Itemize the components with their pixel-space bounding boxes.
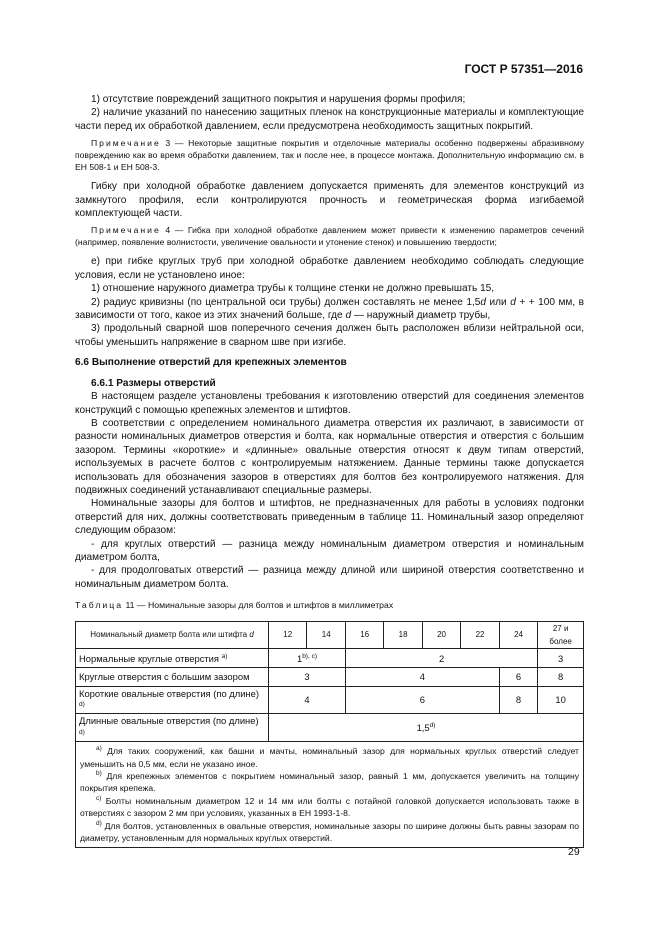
- table-header-row: [76, 621, 584, 649]
- footnote-ref: d): [79, 728, 85, 736]
- header-cell: 20: [422, 621, 460, 649]
- header-cell: [76, 621, 269, 649]
- subsection-heading: 6.6.1 Размеры отверстий: [91, 377, 216, 389]
- footnote: [80, 820, 579, 845]
- list-item: 1) отношение наружного диаметра трубы к толщине стенки не должно превышать 15,: [91, 283, 495, 295]
- note-label: Примечание: [91, 138, 161, 149]
- list-item: 2) наличие указаний по нанесению защитных пленок на конструкционные материалы и комплектующие части перед их обработкой давлением, если предусмотрена необходимость защитных покрытий.: [75, 107, 584, 132]
- footnote: [80, 745, 579, 770]
- table-cell: 10: [538, 686, 584, 714]
- table-cell: 3: [538, 649, 584, 668]
- table-cell: 4: [345, 668, 499, 687]
- paragraph: В настоящем разделе установлены требования к изготовлению отверстий для соединения элементов конструкций с помощью крепежных элементов и штифтов.: [75, 391, 584, 416]
- cell-value: 1: [296, 652, 303, 664]
- table-cell: 8: [538, 668, 584, 687]
- footnote-mark: d): [96, 819, 102, 827]
- header-cell: 22: [461, 621, 499, 649]
- footnote-mark: a): [96, 745, 102, 753]
- list-item: 3) продольный сварной шов поперечного сечения должен быть расположен вблизи нейтральной оси, чтобы уменьшить напряжение в сварном шве при изгибе.: [75, 323, 584, 348]
- paragraph: - для круглых отверстий — разница между номинальным диаметром отверстия и номинальным диаметром болта,: [75, 538, 584, 563]
- table-cell: 8: [499, 686, 538, 714]
- table-cell: [269, 714, 584, 742]
- row-label-text: Нормальные круглые отверстия: [79, 652, 219, 664]
- header-cell: 12: [269, 621, 307, 649]
- footnote-text: Для болтов, установленных в овальные отверстия, номинальные зазоры по ширине должны быть равны зазорам по диаметру, установленным для нормальных круглых отверстий.: [80, 820, 579, 844]
- note-3: [75, 137, 584, 173]
- text-run: или: [486, 296, 511, 308]
- table-row: [76, 714, 584, 742]
- page-content: [75, 93, 584, 848]
- table-caption: [75, 599, 584, 612]
- footnotes-cell: [76, 742, 584, 848]
- list-item: 1) отсутствие повреждений защитного покрытия и нарушения формы профиля;: [91, 94, 466, 105]
- table-cell: [269, 649, 346, 668]
- header-cell: 18: [384, 621, 422, 649]
- symbol-d: d: [249, 630, 254, 640]
- footnote-ref: a): [221, 652, 228, 660]
- footnote-text: Болты номинальным диаметром 12 и 14 мм или болты с потайной головкой допускается использовать также в отверстиях с зазором 2 мм при условиях, указанных в ЕН 1993-1-8.: [80, 795, 579, 819]
- footnote: [80, 795, 579, 820]
- symbol-d: d: [510, 296, 516, 308]
- note-label: Примечание: [91, 225, 161, 236]
- page-number: 29: [568, 846, 580, 858]
- caption-text: 11 — Номинальные зазоры для болтов и штифтов в миллиметрах: [125, 600, 394, 611]
- row-label-text: Короткие овальные отверстия (по длине): [79, 687, 259, 699]
- table-cell: 4: [269, 686, 346, 714]
- footnote: [80, 770, 579, 795]
- cell-value: 1,5: [416, 722, 430, 734]
- header-cell: 24: [499, 621, 538, 649]
- symbol-d: d: [345, 310, 352, 322]
- footnote-ref: d): [429, 721, 436, 729]
- symbol-d: d: [480, 296, 487, 308]
- row-label: [76, 686, 269, 714]
- table-cell: 6: [499, 668, 538, 687]
- note-4: [75, 224, 584, 248]
- table-cell: 3: [269, 668, 346, 687]
- table-row: [76, 686, 584, 714]
- row-label: Круглые отверстия с большим зазором: [76, 668, 269, 687]
- section-heading: 6.6 Выполнение отверстий для крепежных элементов: [75, 357, 347, 369]
- table-row: [76, 668, 584, 687]
- footnote-ref: b), c): [302, 652, 317, 660]
- table-cell: 6: [345, 686, 499, 714]
- header-cell: 16: [345, 621, 383, 649]
- footnote-ref: d): [79, 700, 85, 708]
- list-item: [75, 296, 584, 323]
- paragraph: - для продолговатых отверстий — разница между длиной или шириной отверстия соответственно и номинальным диаметром болта.: [75, 565, 584, 590]
- text-run: + + 100 мм, в зависимости от того, какое из этих значений больше, где: [75, 296, 584, 322]
- header-label: Номинальный диаметр болта или штифта: [90, 630, 248, 640]
- note-text: 4 — Гибка при холодной обработке давлением может привести к изменению параметров сечений (например, появление волнистости, увеличение овальности и утонение стенок) и повышению твердости;: [75, 225, 584, 248]
- table-footnotes-row: [76, 742, 584, 848]
- footnote-text: Для таких сооружений, как башни и мачты, номинальный зазор для нормальных круглых отверстий следует уменьшить на 0,5 мм, если не указано иное.: [80, 746, 579, 769]
- header-cell: 14: [307, 621, 345, 649]
- standard-header: ГОСТ Р 57351—2016: [464, 62, 583, 76]
- clearance-table: [75, 621, 584, 849]
- header-cell: 27 и более: [538, 621, 584, 649]
- table-row: [76, 649, 584, 668]
- paragraph: е) при гибке круглых труб при холодной обработке давлением необходимо соблюдать следующие условия, если не установлено иное:: [75, 256, 584, 281]
- paragraph: Номинальные зазоры для болтов и штифтов, не предназначенных для работы в условиях подгонки отверстий для них, должны соответствовать приведенным в таблице 11. Номинальный зазор определяют следующим образом:: [75, 498, 584, 537]
- row-label: [76, 649, 269, 668]
- table-cell: 2: [345, 649, 537, 668]
- paragraph: Гибку при холодной обработке давлением допускается применять для элементов конструкций из замкнутого профиля, если контролируются прочность и геометрическая форма изгибаемой комплектующей части.: [75, 181, 584, 220]
- text-run: — наружный диаметр трубы,: [351, 310, 491, 322]
- caption-label: Таблица: [75, 600, 124, 611]
- footnote-text: Для крепежных элементов с покрытием номинальный зазор, равный 1 мм, допускается увеличить на толщину покрытия крепежа.: [80, 771, 579, 794]
- row-label-text: Длинные овальные отверстия (по длине): [79, 715, 259, 727]
- text-run: 2) радиус кривизны (по центральной оси трубы) должен составлять не менее 1,5: [91, 296, 481, 308]
- footnote-mark: c): [96, 794, 102, 802]
- note-text: 3 — Некоторые защитные покрытия и отделочные материалы особенно подвержены абразивному повреждению как во время обработки давлением, так и после нее, в процессе монтажа. Дополнительную информацию см. в ЕН 508-1 и ЕН 508-3.: [75, 138, 584, 173]
- footnote-mark: b): [96, 770, 102, 778]
- row-label: [76, 714, 269, 742]
- paragraph: В соответствии с определением номинального диаметра отверстия их различают, в зависимости от разности номинальных диаметров отверстия и болта, как нормальные отверстия и отверстия с большим зазором. Термины «короткие» и «длинные» овальные отверстия относят к двум типам отверстий, используемых в расчете болтов с контролируемым натяжением. Данные термины также допускается использовать для обозначения зазоров в отверстиях для болтов без контролируемого натяжения. Для подвижных соединений устанавливают специальные размеры.: [75, 417, 584, 496]
